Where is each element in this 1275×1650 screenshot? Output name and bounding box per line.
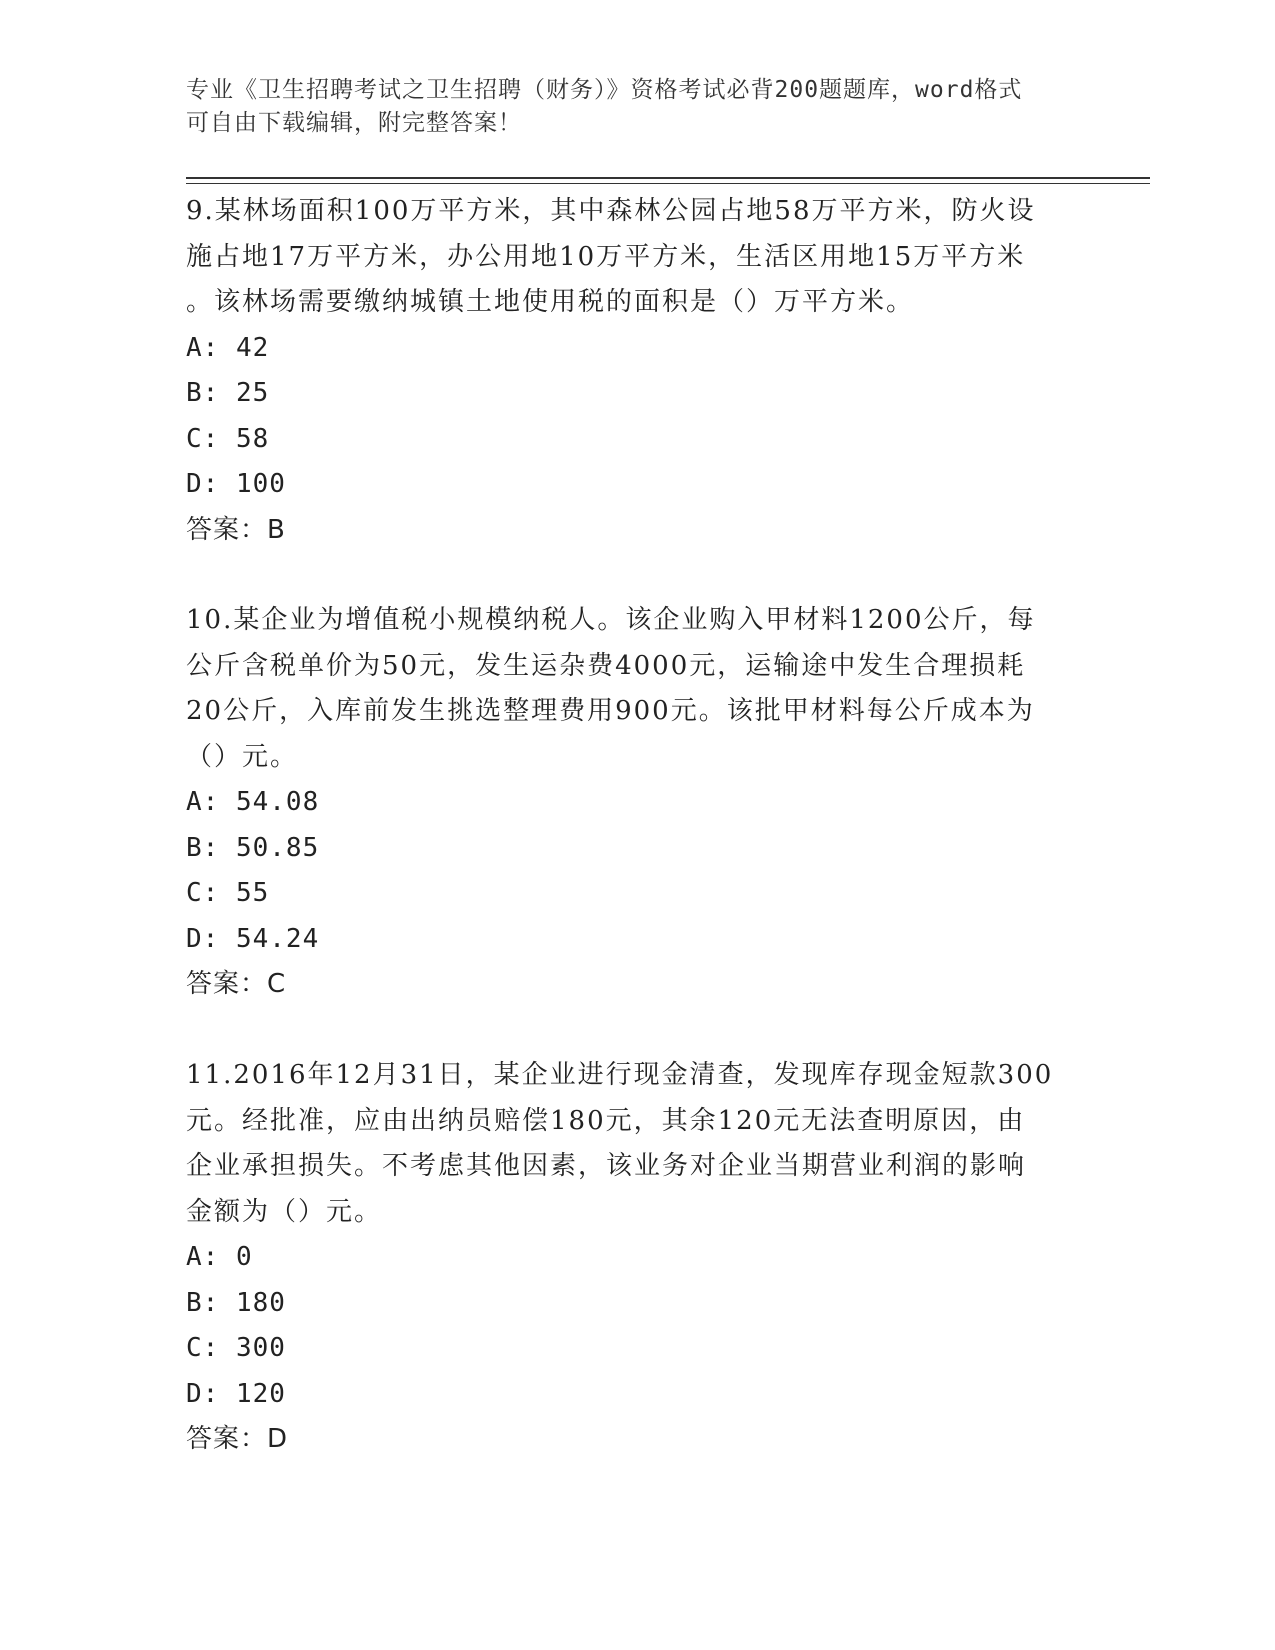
option-a: A: 54.08: [186, 787, 320, 817]
option-a: A: 42: [186, 332, 270, 363]
header-divider-thin: [186, 183, 1150, 184]
header-line-1: 专业《卫生招聘考试之卫生招聘（财务）》资格考试必背200题题库，word格式: [186, 77, 1023, 103]
option-b: B: 50.85: [186, 832, 320, 863]
question-text-line: 公斤含税单价为50元，发生运杂费4000元，运输途中发生合理损耗: [186, 650, 1026, 681]
question-text-line: 11.2016年12月31日，某企业进行现金清查，发现库存现金短款300: [186, 1060, 1054, 1090]
question-text-line: 9.某林场面积100万平方米，其中森林公园占地58万平方米，防火设: [186, 196, 1036, 226]
option-c: C: 58: [186, 423, 270, 454]
option-b: B: 25: [186, 378, 270, 408]
question-text-line: 企业承担损失。不考虑其他因素，该业务对企业当期营业利润的影响: [186, 1151, 1027, 1181]
question-text-line: （）元。: [186, 741, 299, 772]
document-header: [186, 74, 1066, 140]
question-10: [186, 598, 1086, 1008]
header-divider-thick: [186, 177, 1150, 179]
question-9: [186, 189, 1086, 553]
question-text-line: 10.某企业为增值税小规模纳税人。该企业购入甲材料1200公斤，每: [186, 605, 1036, 635]
answer: 答案：D: [186, 1424, 289, 1454]
question-11: [186, 1053, 1086, 1463]
option-b: B: 180: [186, 1287, 286, 1318]
question-text-line: 。该林场需要缴纳城镇土地使用税的面积是（）万平方米。: [186, 287, 915, 317]
question-text-line: 施占地17万平方米，办公用地10万平方米，生活区用地15万平方米: [186, 241, 1026, 272]
option-d: D: 54.24: [186, 923, 320, 954]
option-c: C: 55: [186, 878, 270, 908]
question-text-line: 20公斤，入库前发生挑选整理费用900元。该批甲材料每公斤成本为: [186, 696, 1035, 726]
option-d: D: 100: [186, 469, 286, 499]
answer: 答案：C: [186, 969, 287, 999]
option-d: D: 120: [186, 1378, 286, 1409]
question-text-line: 金额为（）元。: [186, 1196, 383, 1227]
question-text-line: 元。经批准，应由出纳员赔偿180元，其余120元无法查明原因，由: [186, 1105, 1026, 1136]
option-c: C: 300: [186, 1333, 286, 1363]
header-line-2: 可自由下载编辑，附完整答案！: [186, 110, 522, 136]
option-a: A: 0: [186, 1242, 253, 1272]
answer: 答案：B: [186, 514, 286, 545]
